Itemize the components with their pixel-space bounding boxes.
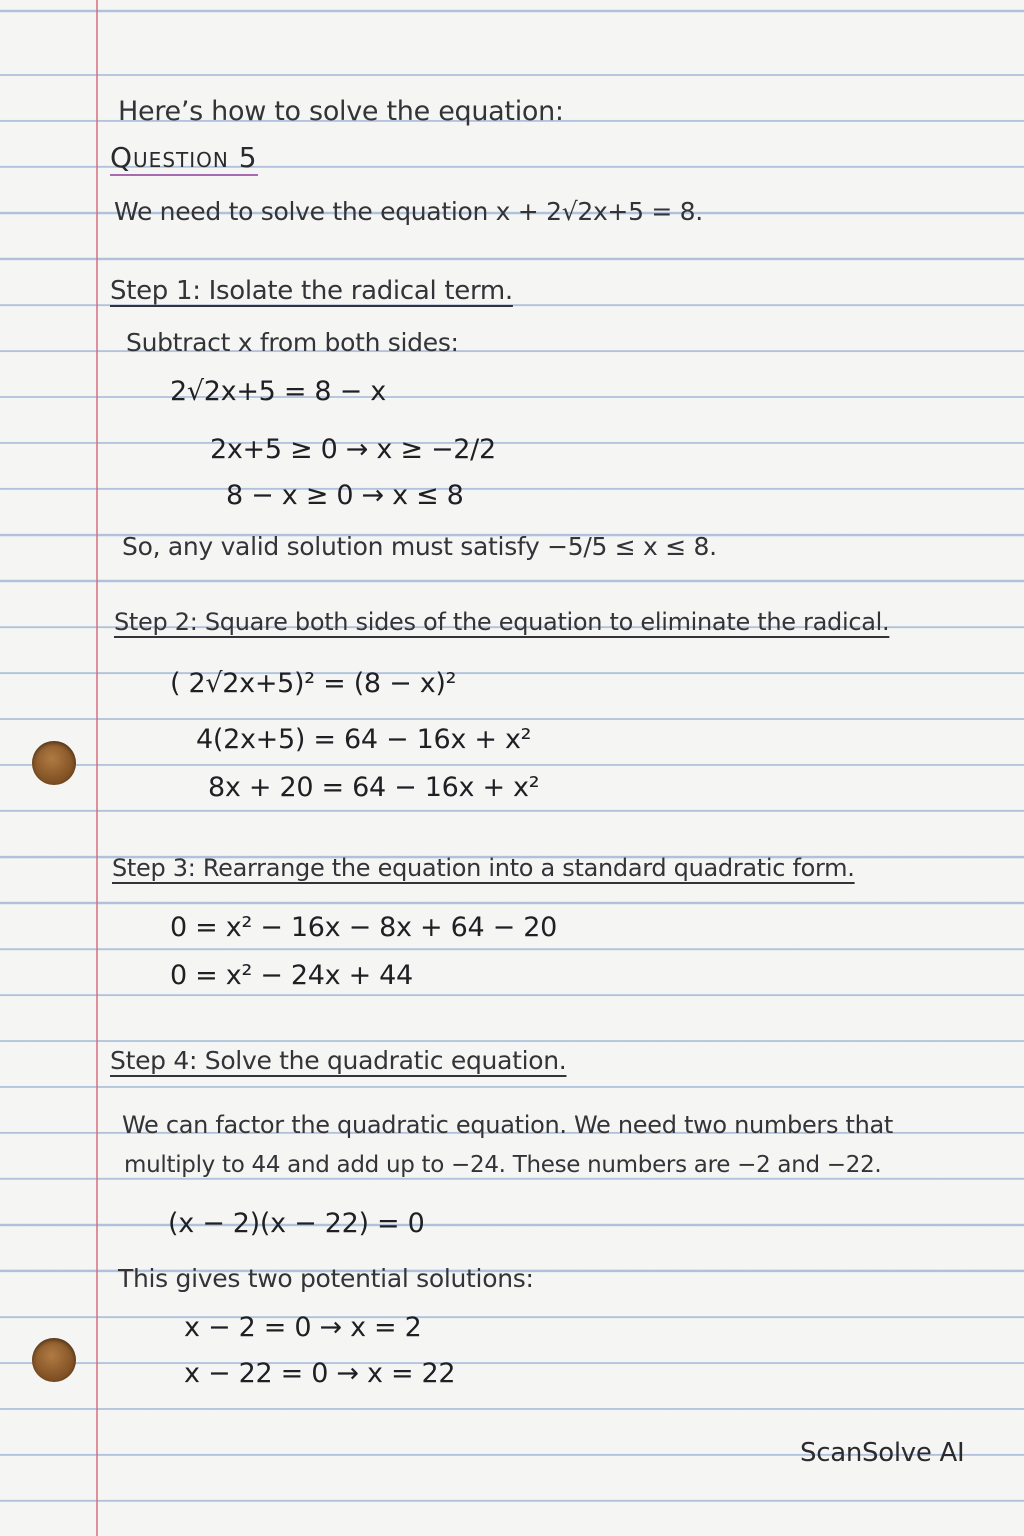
question-title: Question 5 [110,141,258,174]
step2-equation-1: ( 2√2x+5)² = (8 − x)² [170,668,457,699]
step1-condition-1: 2x+5 ≥ 0 → x ≥ −2/2 [210,434,496,465]
step1-equation: 2√2x+5 = 8 − x [170,376,386,407]
step4-solutions-lead: This gives two potential solutions: [118,1264,534,1293]
binder-hole-bottom [32,1338,76,1382]
step1-condition-2: 8 − x ≥ 0 → x ≤ 8 [226,480,464,511]
step2-equation-2: 4(2x+5) = 64 − 16x + x² [196,724,532,755]
intro-text: Here’s how to solve the equation: [118,96,564,127]
step4-paragraph-line-2: multiply to 44 and add up to −24. These numbers are −2 and −22. [124,1152,882,1178]
step3-equation-1: 0 = x² − 16x − 8x + 64 − 20 [170,912,558,943]
step1-title: Step 1: Isolate the radical term. [110,276,513,306]
solution-2: x − 22 = 0 → x = 22 [184,1358,456,1389]
step4-paragraph-line-1: We can factor the quadratic equation. We need two numbers that [122,1111,894,1139]
step3-equation-2: 0 = x² − 24x + 44 [170,960,413,991]
step2-title: Step 2: Square both sides of the equation to eliminate the radical. [114,608,890,636]
binder-hole-top [32,741,76,785]
step1-conclusion: So, any valid solution must satisfy −5/5 ≤ x ≤ 8. [122,532,717,561]
brand-signature: ScanSolve AI [800,1438,965,1468]
step2-equation-3: 8x + 20 = 64 − 16x + x² [208,772,540,803]
problem-statement: We need to solve the equation x + 2√2x+5 = 8. [114,197,703,226]
step4-title: Step 4: Solve the quadratic equation. [110,1046,567,1075]
solution-1: x − 2 = 0 → x = 2 [184,1312,422,1343]
step3-title: Step 3: Rearrange the equation into a standard quadratic form. [112,854,855,882]
margin-line [96,0,98,1536]
step4-factored-equation: (x − 2)(x − 22) = 0 [168,1208,425,1239]
step1-instruction: Subtract x from both sides: [126,328,459,357]
